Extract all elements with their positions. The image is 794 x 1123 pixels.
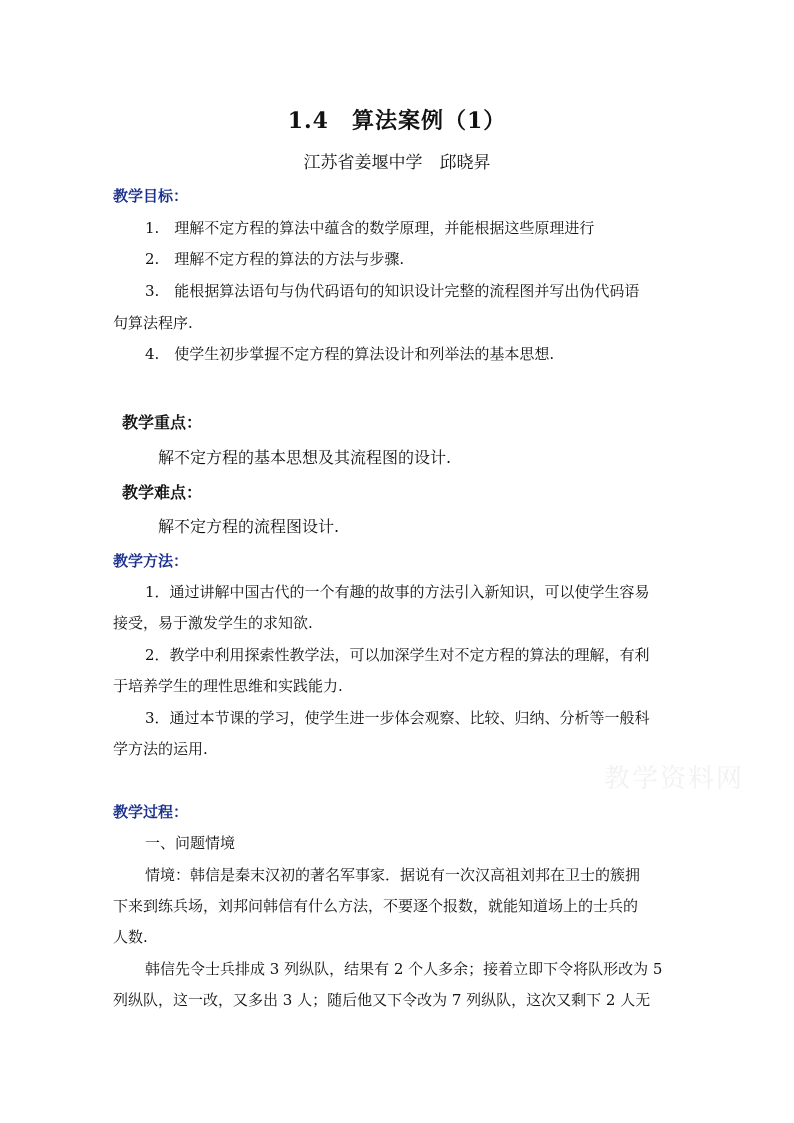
document-title: 1.4 算法案例（1） [287,108,507,134]
method-line-5: 3．通过本节课的学习，使学生进一步体会观察、比较、归纳、分析等一般科 [145,709,650,727]
goal-item-2: 2. 理解不定方程的算法的方法与步骤. [145,250,405,268]
difficulties-text: 解不定方程的流程图设计. [158,517,340,536]
author-line: 江苏省姜堰中学 邱晓昇 [303,153,491,173]
methods-heading: 教学方法： [113,552,189,570]
method-line-6: 学方法的运用. [113,740,208,758]
key-points-heading: 教学重点： [122,413,203,432]
goal-item-1: 1. 理解不定方程的算法中蕴含的数学原理，并能根据这些原理进行 [145,219,595,237]
watermark: 教学资料网 [604,764,745,794]
goal-item-3-cont: 句算法程序. [113,314,193,332]
process-line-5: 列纵队，这一改，又多出 3 人；随后他又下令改为 7 列纵队，这次又剩下 2 人无 [113,991,651,1009]
method-line-1: 1．通过讲解中国古代的一个有趣的故事的方法引入新知识，可以使学生容易 [145,583,650,601]
process-line-4: 韩信先令士兵排成 3 列纵队，结果有 2 个人多余；接着立即下令将队形改为 5 [145,960,663,978]
key-points-text: 解不定方程的基本思想及其流程图的设计. [158,448,452,467]
process-heading: 教学过程： [113,803,189,821]
goal-item-3: 3. 能根据算法语句与伪代码语句的知识设计完整的流程图并写出伪代码语 [145,282,640,300]
goals-heading: 教学目标： [113,187,189,205]
goal-item-4: 4. 使学生初步掌握不定方程的算法设计和列举法的基本思想. [145,345,555,363]
method-line-3: 2．教学中利用探索性教学法，可以加深学生对不定方程的算法的理解，有利 [145,646,650,664]
process-section-title: 一、问题情境 [145,834,236,852]
process-line-1: 情境：韩信是秦末汉初的著名军事家．据说有一次汉高祖刘邦在卫士的簇拥 [145,866,641,884]
process-line-2: 下来到练兵场，刘邦问韩信有什么方法，不要逐个报数，就能知道场上的士兵的 [113,897,639,915]
method-line-4: 于培养学生的理性思维和实践能力. [113,677,343,695]
process-line-3: 人数. [113,928,148,946]
method-line-2: 接受，易于激发学生的求知欲. [113,614,313,632]
difficulties-heading: 教学难点： [122,483,203,502]
